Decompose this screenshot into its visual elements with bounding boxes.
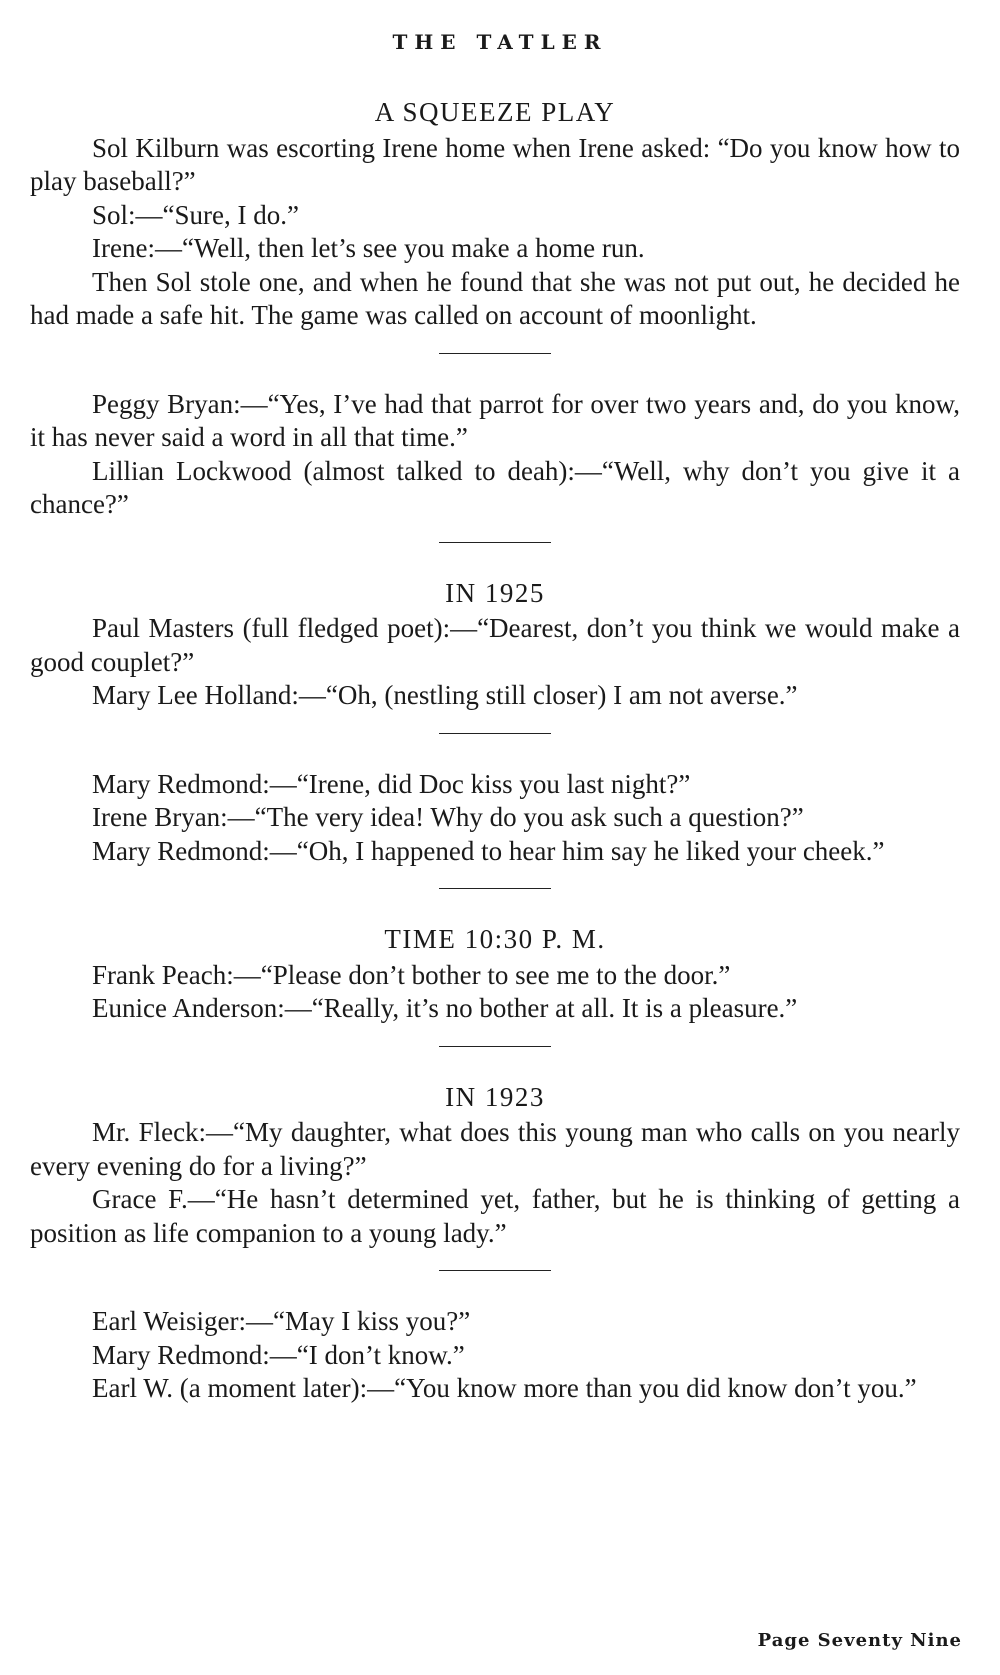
section-divider — [439, 1046, 551, 1047]
paragraph: Eunice Anderson:—“Really, it’s no bother at all. It is a pleasure.” — [92, 993, 798, 1023]
section-heading: IN 1923 — [445, 1081, 545, 1112]
paragraph: Mary Redmond:—“I don’t know.” — [92, 1339, 465, 1370]
section-heading: IN 1925 — [445, 577, 545, 608]
paragraph: Grace F.—“He hasn’t determined yet, father, but he is thinking of getting a position as life companion to a young lady.” — [30, 1184, 960, 1248]
paragraph: Earl W. (a moment later):—“You know more than you did know don’t you.” — [92, 1373, 917, 1403]
section-heading: A SQUEEZE PLAY — [374, 97, 616, 127]
section-divider — [439, 733, 551, 734]
section-divider — [439, 542, 551, 543]
page-content — [30, 96, 960, 1406]
joke-section — [30, 1305, 960, 1406]
joke-section — [30, 577, 960, 713]
paragraph: Earl Weisiger:—“May I kiss you?” — [92, 1306, 471, 1336]
paragraph: Irene Bryan:—“The very idea! Why do you ask such a question?” — [92, 802, 804, 832]
paragraph: Peggy Bryan:—“Yes, I’ve had that parrot for over two years and, do you know, it has never said a word in all that time.” — [30, 388, 960, 452]
joke-section — [30, 388, 960, 522]
paragraph: Mary Redmond:—“Oh, I happened to hear him say he liked your cheek.” — [92, 835, 885, 866]
running-head: THE TATLER — [392, 30, 608, 54]
paragraph: Mary Redmond:—“Irene, did Doc kiss you last night?” — [92, 768, 691, 799]
paragraph: Mary Lee Holland:—“Oh, (nestling still closer) I am not averse.” — [92, 680, 798, 710]
joke-section — [30, 923, 960, 1026]
joke-section — [30, 1081, 960, 1251]
section-heading: TIME 10:30 P. M. — [384, 924, 606, 954]
paragraph: Sol Kilburn was escorting Irene home when Irene asked: “Do you know how to play baseball?” — [30, 132, 960, 196]
joke-section — [30, 768, 960, 869]
paragraph: Frank Peach:—“Please don’t bother to see me to the door.” — [92, 959, 731, 990]
paragraph: Irene:—“Well, then let’s see you make a home run. — [92, 233, 645, 263]
paragraph: Then Sol stole one, and when he found that she was not put out, he decided he had made a safe hit. The game was called on account of moonlight. — [30, 266, 960, 330]
section-divider — [439, 353, 551, 354]
paragraph: Paul Masters (full fledged poet):—“Dearest, don’t you think we would make a good couplet?” — [30, 613, 960, 677]
page-number: Page Seventy Nine — [757, 1630, 962, 1651]
section-divider — [439, 888, 551, 889]
joke-section — [30, 96, 960, 333]
paragraph: Lillian Lockwood (almost talked to deah):—“Well, why don’t you give it a chance?” — [30, 455, 960, 519]
section-divider — [439, 1270, 551, 1271]
paragraph: Sol:—“Sure, I do.” — [92, 199, 299, 230]
paragraph: Mr. Fleck:—“My daughter, what does this young man who calls on you nearly every evening do for a living?” — [30, 1117, 960, 1181]
